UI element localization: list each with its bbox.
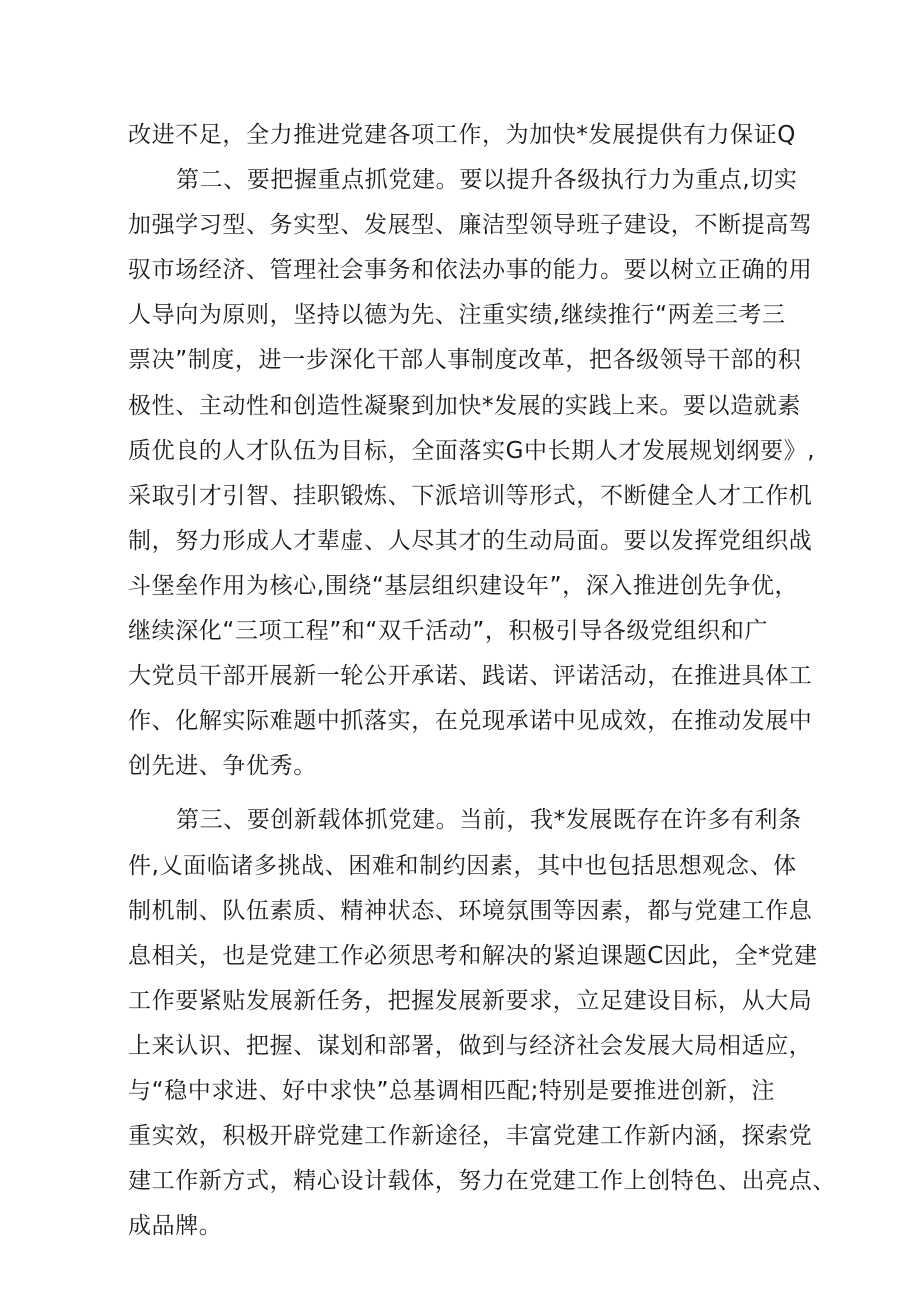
text-line: 制机制、队伍素质、精神状态、环境氛围等因素，都与党建工作息 [128,897,813,924]
text-line: 与“稳中求进、好中求快”总基调相匹配;特别是要推进创新，注 [128,1077,775,1104]
text-line: 息相关，也是党建工作必须思考和解决的紧迫课题C因此，全*党建 [128,942,818,969]
text-line: 极性、主动性和创造性凝聚到加快*发展的实践上来。要以造就素 [128,392,801,419]
paragraph-spacer [128,789,798,798]
text-line: 制，努力形成人才辈虚、人尽其才的生动局面。要以发挥党组织战 [128,527,813,554]
text-line: 加强学习型、务实型、发展型、廉洁型领导班子建设，不断提高驾 [128,212,813,239]
text-line: 创先进、争优秀。 [128,753,317,780]
text-line: 票决”制度，进一步深化干部人事制度改革，把各级领导干部的积 [128,347,802,374]
text-line: 成品牌。 [128,1213,223,1240]
paragraph-third-point [128,798,836,1249]
paragraph-second-point [128,158,816,789]
text-line: 驭市场经济、管理社会事务和依法办事的能力。要以树立正确的用 [128,257,813,284]
text-line: 工作要紧贴发展新任务，把握发展新要求，立足建设目标，从大局 [128,987,813,1014]
text-line: 重实效，积极开辟党建工作新途径，丰富党建工作新内涵，探索党 [128,1123,813,1150]
text-line: 改进不足，全力推进党建各项工作，为加快*发展提供有力保证Q [128,122,797,148]
text-line: 建工作新方式，精心设计载体，努力在党建工作上创特色、出亮点、 [128,1168,836,1195]
text-line: 件,乂面临诸多挑战、困难和制约因素，其中也包括思想观念、体 [128,852,797,879]
document-body [128,113,836,1249]
paragraph-continuation [128,113,798,158]
text-line: 第三、要创新载体抓党建。当前，我*发展既存在许多有利条 [176,807,802,834]
text-line: 上来认识、把握、谋划和部署，做到与经济社会发展大局相适应， [128,1032,813,1059]
text-line: 继续深化“三项工程”和“双千活动”，积极引导各级党组织和广 [128,618,769,645]
text-line: 斗堡垒作用为核心,围绕“基层组织建设年”，深入推进创先争优， [128,572,799,599]
text-line: 人导向为原则，坚持以德为先、注重实绩,继续推行“两差三考三 [128,302,786,329]
text-line: 质优良的人才队伍为目标，全面落实G中长期人才发展规划纲要》, [128,437,816,464]
text-line: 第二、要把握重点抓党建。要以提升各级执行力为重点,切实 [176,167,798,194]
text-line: 作、化解实际难题中抓落实，在兑现承诺中见成效，在推动发展中 [128,708,813,735]
text-line: 采取引才引智、挂职锻炼、下派培训等形式，不断健全人才工作机 [128,482,813,509]
text-line: 大党员干部开展新一轮公开承诺、践诺、评诺活动，在推进具体工 [128,663,813,690]
